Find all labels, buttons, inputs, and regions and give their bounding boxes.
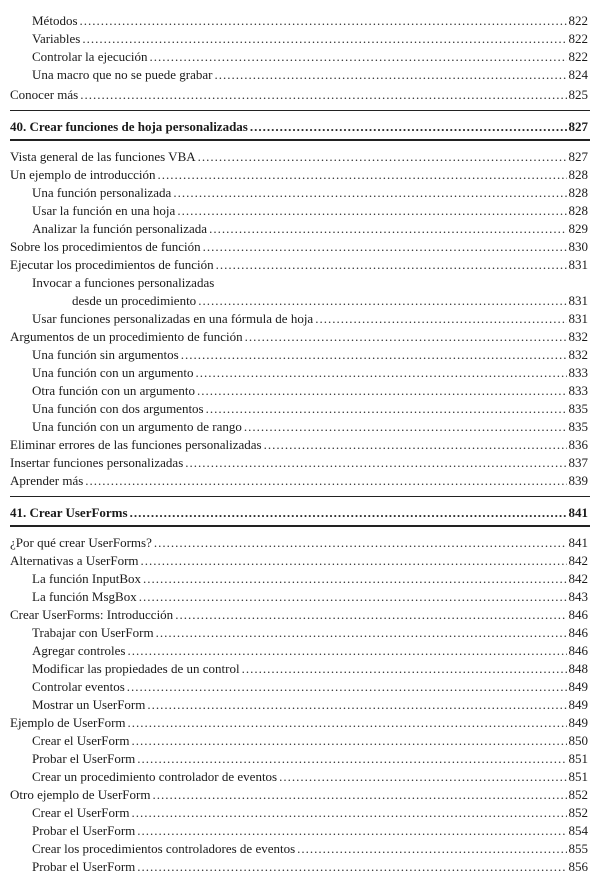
chapter-rule — [10, 525, 590, 527]
toc-entry[interactable] — [10, 588, 588, 606]
chapter-rule — [10, 496, 590, 497]
toc-entry[interactable] — [10, 552, 588, 570]
toc-page-number: 849 — [568, 715, 588, 730]
dot-leader — [198, 292, 566, 310]
dot-leader — [216, 256, 567, 274]
toc-entry-title: Ejecutar los procedimientos de función — [10, 257, 214, 272]
toc-page-number: 846 — [568, 625, 588, 640]
toc-entry[interactable] — [10, 86, 588, 104]
toc-entry[interactable] — [10, 256, 588, 274]
dot-leader — [158, 166, 567, 184]
toc-entry[interactable] — [10, 418, 588, 436]
toc-entry-title: La función InputBox — [32, 571, 142, 586]
toc-page-number: 835 — [568, 401, 588, 416]
toc-page-number: 852 — [568, 787, 588, 802]
toc-entry-title: Ejemplo de UserForm — [10, 715, 126, 730]
toc-entry[interactable] — [10, 858, 588, 876]
chapter-rule — [10, 139, 590, 141]
toc-page-number: 852 — [568, 805, 588, 820]
toc-page-number: 824 — [568, 67, 588, 82]
toc-entry[interactable] — [10, 660, 588, 678]
dot-leader — [297, 840, 566, 858]
toc-entry-title: Crear un procedimiento controlador de eventos — [32, 769, 278, 784]
dot-leader — [80, 12, 567, 30]
toc-entry-title: Probar el UserForm — [32, 823, 136, 838]
toc-chapter-heading[interactable] — [10, 504, 588, 522]
toc-entry[interactable] — [10, 642, 588, 660]
toc-entry[interactable] — [10, 454, 588, 472]
dot-leader — [139, 588, 567, 606]
toc-entry[interactable] — [10, 274, 588, 292]
toc-entry-title: Una macro que no se puede grabar — [32, 67, 213, 82]
toc-entry-title: La función MsgBox — [32, 589, 137, 604]
toc-entry[interactable] — [10, 12, 588, 30]
dot-leader — [173, 184, 566, 202]
toc-entry-title: Una función con dos argumentos — [32, 401, 204, 416]
toc-page-number: 832 — [568, 347, 588, 362]
toc-entry-title: Una función personalizada — [32, 185, 172, 200]
toc-page-number: 842 — [568, 553, 588, 568]
toc-entry[interactable] — [10, 750, 588, 768]
toc-entry-title: Probar el UserForm — [32, 751, 136, 766]
toc-entry-title: Usar la función en una hoja — [32, 203, 176, 218]
dot-leader — [185, 454, 566, 472]
toc-entry[interactable] — [10, 328, 588, 346]
toc-entry[interactable] — [10, 220, 588, 238]
toc-page-number: 828 — [568, 185, 588, 200]
toc-entry[interactable] — [10, 624, 588, 642]
dot-leader — [147, 696, 566, 714]
toc-page-number: 831 — [568, 311, 588, 326]
toc-entry-title: Vista general de las funciones VBA — [10, 149, 196, 164]
dot-leader — [250, 118, 567, 136]
dot-leader — [137, 858, 566, 876]
toc-page-number: 822 — [568, 31, 588, 46]
toc-page-number: 833 — [568, 383, 588, 398]
dot-leader — [315, 310, 566, 328]
dot-leader — [203, 238, 567, 256]
dot-leader — [214, 66, 566, 84]
toc-entry[interactable] — [10, 382, 588, 400]
toc-entry-title: Crear el UserForm — [32, 805, 130, 820]
toc-page-number: 828 — [568, 167, 588, 182]
toc-page-number: 848 — [568, 661, 588, 676]
dot-leader — [82, 30, 566, 48]
dot-leader — [181, 346, 567, 364]
toc-entry-title: Crear el UserForm — [32, 733, 130, 748]
toc-entry-title: Invocar a funciones personalizadas — [32, 275, 215, 290]
dot-leader — [279, 768, 566, 786]
toc-page-number: 833 — [568, 365, 588, 380]
toc-entry-title: Alternativas a UserForm — [10, 553, 139, 568]
toc-entry-title: Una función con un argumento — [32, 365, 194, 380]
dot-leader — [196, 364, 567, 382]
toc-page-number: 843 — [568, 589, 588, 604]
toc-entry[interactable] — [10, 472, 588, 490]
toc-entry[interactable] — [10, 696, 588, 714]
dot-leader — [128, 642, 567, 660]
dot-leader — [137, 822, 566, 840]
toc-entry[interactable] — [10, 202, 588, 220]
toc-entry[interactable] — [10, 400, 588, 418]
toc-page-number: 849 — [568, 679, 588, 694]
toc-entry-title: Insertar funciones personalizadas — [10, 455, 184, 470]
dot-leader — [209, 220, 566, 238]
dot-leader — [154, 534, 567, 552]
toc-page-number: 837 — [568, 455, 588, 470]
toc-page-number: 831 — [568, 257, 588, 272]
toc-page-number: 850 — [568, 733, 588, 748]
toc-entry[interactable] — [10, 714, 588, 732]
dot-leader — [131, 804, 566, 822]
dot-leader — [242, 660, 567, 678]
toc-page-number: 849 — [568, 697, 588, 712]
toc-entry[interactable] — [10, 238, 588, 256]
toc-page-number: 825 — [568, 87, 588, 102]
toc-entry-title: Agregar controles — [32, 643, 126, 658]
dot-leader — [156, 624, 567, 642]
dot-leader — [175, 606, 566, 624]
dot-leader — [177, 202, 566, 220]
toc-page-number: 841 — [568, 535, 588, 550]
toc-entry[interactable] — [10, 822, 588, 840]
toc-entry-title: Aprender más — [10, 473, 84, 488]
toc-chapter-heading[interactable] — [10, 118, 588, 136]
toc-page-number: 836 — [568, 437, 588, 452]
toc-entry[interactable] — [10, 606, 588, 624]
toc-entry[interactable] — [10, 184, 588, 202]
toc-entry-title: Controlar eventos — [32, 679, 125, 694]
toc-entry[interactable] — [10, 66, 588, 84]
chapter-rule — [10, 110, 590, 111]
dot-leader — [137, 750, 566, 768]
toc-entry-title: Controlar la ejecución — [32, 49, 148, 64]
toc-entry[interactable] — [10, 48, 588, 66]
dot-leader — [85, 472, 566, 490]
dot-leader — [143, 570, 566, 588]
toc-entry[interactable] — [10, 436, 588, 454]
toc-entry-title: Sobre los procedimientos de función — [10, 239, 201, 254]
dot-leader — [198, 148, 567, 166]
toc-entry[interactable] — [10, 30, 588, 48]
toc-page-number: 846 — [568, 643, 588, 658]
toc-entry-title: ¿Por qué crear UserForms? — [10, 535, 152, 550]
toc-page-number: 827 — [568, 119, 588, 134]
toc-entry-title: Otro ejemplo de UserForm — [10, 787, 151, 802]
toc-entry[interactable] — [10, 166, 588, 184]
dot-leader — [128, 714, 567, 732]
toc-entry[interactable] — [10, 678, 588, 696]
toc-entry-title: Usar funciones personalizadas en una fórmula de hoja — [32, 311, 314, 326]
toc-entry-title: Métodos — [32, 13, 78, 28]
dot-leader — [150, 48, 567, 66]
dot-leader — [197, 382, 567, 400]
toc-entry-title: Conocer más — [10, 87, 79, 102]
dot-leader — [152, 786, 566, 804]
toc-entry-title: Un ejemplo de introducción — [10, 167, 156, 182]
dot-leader — [206, 400, 567, 418]
toc-entry[interactable] — [10, 786, 588, 804]
toc-entry[interactable] — [10, 804, 588, 822]
toc-page-number: 841 — [568, 505, 588, 520]
dot-leader — [130, 504, 567, 522]
toc-entry-title: Probar el UserForm — [32, 859, 136, 874]
toc-page-number: 831 — [568, 293, 588, 308]
toc-entry[interactable] — [10, 534, 588, 552]
toc-entry-title: Variables — [32, 31, 81, 46]
toc-entry[interactable] — [10, 364, 588, 382]
toc-entry[interactable] — [10, 570, 588, 588]
toc-entry-title: 41. Crear UserForms — [10, 505, 128, 520]
toc-entry-title: Eliminar errores de las funciones personalizadas — [10, 437, 262, 452]
toc-entry-title: Modificar las propiedades de un control — [32, 661, 240, 676]
toc-page-number: 830 — [568, 239, 588, 254]
dot-leader — [131, 732, 566, 750]
toc-page-number: 856 — [568, 859, 588, 874]
toc-entry-title: Otra función con un argumento — [32, 383, 195, 398]
toc-entry-title: Mostrar un UserForm — [32, 697, 146, 712]
toc-entry[interactable] — [10, 310, 588, 328]
toc-page-number: 839 — [568, 473, 588, 488]
toc-page-number: 832 — [568, 329, 588, 344]
toc-page-number: 855 — [568, 841, 588, 856]
toc-page-number: 851 — [568, 751, 588, 766]
toc-entry[interactable] — [10, 148, 588, 166]
toc-entry-title: Trabajar con UserForm — [32, 625, 154, 640]
toc-page-number: 822 — [568, 13, 588, 28]
toc-entry-title: Analizar la función personalizada — [32, 221, 208, 236]
toc-page-number: 835 — [568, 419, 588, 434]
toc-entry[interactable] — [10, 346, 588, 364]
toc-entry-title: 40. Crear funciones de hoja personalizadas — [10, 119, 248, 134]
dot-leader — [141, 552, 567, 570]
dot-leader — [80, 86, 566, 104]
toc-entry-title: Una función sin argumentos — [32, 347, 179, 362]
toc-page-number: 829 — [568, 221, 588, 236]
toc-entry-title: desde un procedimiento — [72, 293, 197, 308]
toc-entry[interactable] — [10, 732, 588, 750]
dot-leader — [264, 436, 567, 454]
toc-page-number: 854 — [568, 823, 588, 838]
toc-entry[interactable] — [10, 292, 588, 310]
toc-entry-title: Crear UserForms: Introducción — [10, 607, 174, 622]
toc-entry-title: Una función con un argumento de rango — [32, 419, 242, 434]
toc-entry[interactable] — [10, 840, 588, 858]
dot-leader — [244, 418, 567, 436]
toc-page-number: 828 — [568, 203, 588, 218]
toc-entry[interactable] — [10, 768, 588, 786]
dot-leader — [245, 328, 567, 346]
toc-page-number: 827 — [568, 149, 588, 164]
toc-entry-title: Crear los procedimientos controladores de eventos — [32, 841, 296, 856]
toc-page-number: 846 — [568, 607, 588, 622]
dot-leader — [127, 678, 567, 696]
toc-page-number: 851 — [568, 769, 588, 784]
toc-page-number: 842 — [568, 571, 588, 586]
toc-page-number: 822 — [568, 49, 588, 64]
toc-entry-title: Argumentos de un procedimiento de función — [10, 329, 243, 344]
